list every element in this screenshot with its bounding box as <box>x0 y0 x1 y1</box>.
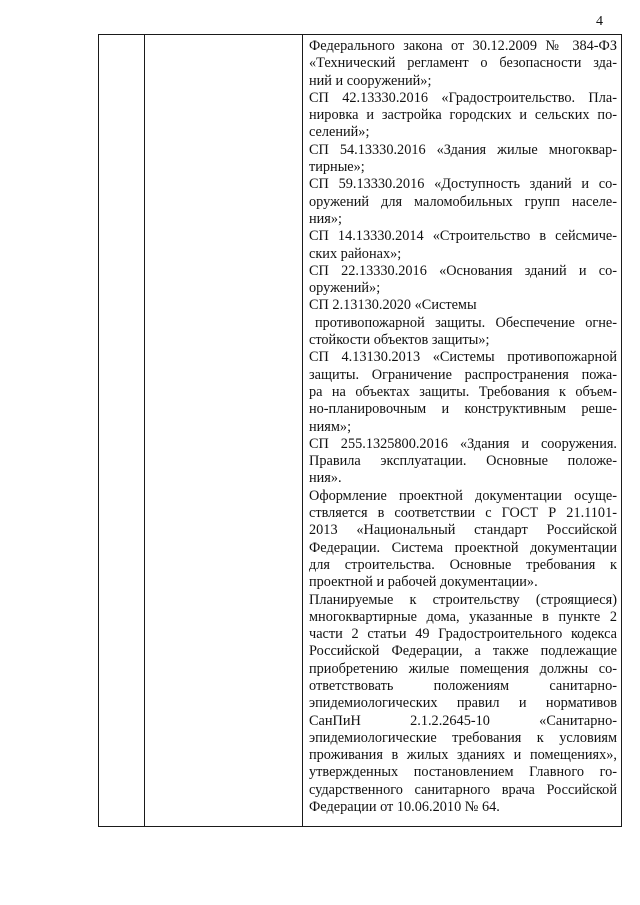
text-line: селений»; <box>309 124 370 141</box>
text-line: Планируемые к строительству (строящиеся) <box>309 591 617 608</box>
text-line: СанПиН 2.1.2.2645-10 «Санитарно- <box>309 712 617 729</box>
paragraph <box>309 436 617 488</box>
text-line: проживания в жилых зданиях и помещениях», <box>309 747 617 764</box>
text-line: ра на объектах защиты. Требования к объем- <box>309 383 617 400</box>
text-line: Правила эксплуатации. Основные положе- <box>309 453 617 470</box>
text-line: противопожарной защиты. Обеспечение огне- <box>315 314 617 331</box>
text-line: СП 54.13330.2016 «Здания жилые многоквар- <box>309 141 617 158</box>
text-line: сударственного санитарного врача Российской <box>309 781 617 798</box>
paragraph <box>309 349 617 435</box>
text-line: «Технический регламент о безопасности зда- <box>309 55 617 72</box>
text-line: Федерального закона от 30.12.2009 № 384-ФЗ <box>309 38 617 54</box>
text-line: для строительства. Основные требования к <box>309 556 617 573</box>
text-line: Федерации от 10.06.2010 № 64. <box>309 799 500 816</box>
text-line: проектной и рабочей документации». <box>309 574 538 591</box>
text-line: тирные»; <box>309 159 365 176</box>
text-line: стойкости объектов защиты»; <box>309 332 490 349</box>
text-line: защиты. Ограничение распространения пожа- <box>309 366 617 383</box>
paragraph <box>309 228 617 263</box>
column-divider-1 <box>144 35 145 826</box>
paragraph <box>309 263 617 298</box>
text-line: эпидемиологических правил и нормативов <box>309 695 617 712</box>
text-line: СП 255.1325800.2016 «Здания и сооружения. <box>309 435 617 452</box>
text-line: оружений»; <box>309 280 381 297</box>
text-line: Федерации. Система проектной документации <box>309 539 617 556</box>
page-number: 4 <box>596 14 603 29</box>
text-line: приобретению жилые помещения должны со- <box>309 660 617 677</box>
text-line: ских районах»; <box>309 245 402 262</box>
text-line: СП 59.13330.2016 «Доступность зданий и со- <box>309 176 617 193</box>
text-line: Оформление проектной документации осуще- <box>309 487 617 504</box>
paragraph <box>309 297 617 349</box>
text-line: СП 22.13330.2016 «Основания зданий и со- <box>309 262 617 279</box>
text-line: ниям»; <box>309 418 352 435</box>
text-line: части 2 статьи 49 Градостроительного кодекса <box>309 626 617 643</box>
text-line: Российской Федерации, а также подлежащие <box>309 643 617 660</box>
text-line: эпидемиологические требования к условиям <box>309 729 617 746</box>
paragraph <box>309 142 617 177</box>
paragraph <box>309 90 617 142</box>
column-divider-2 <box>302 35 303 826</box>
paragraph <box>309 176 617 228</box>
text-line: ния»; <box>309 210 342 227</box>
text-line: СП 14.13330.2014 «Строительство в сейсмиче- <box>309 228 617 245</box>
paragraph <box>309 592 617 817</box>
requirements-text-cell <box>309 38 617 816</box>
text-line: СП 4.13130.2013 «Системы противопожарной <box>309 349 617 366</box>
text-line: ответствовать положениям санитарно- <box>309 677 617 694</box>
text-line: но-планировочным и конструктивным реше- <box>309 401 617 418</box>
text-line: многоквартирные дома, указанные в пункте 2 <box>309 608 617 625</box>
text-line: оружений для маломобильных групп населе- <box>309 193 617 210</box>
text-line: ствляется в соответствии с ГОСТ Р 21.1101- <box>309 505 617 522</box>
text-line: нировка и застройка городских и сельских по- <box>309 107 617 124</box>
text-line: утвержденных постановлением Главного го- <box>309 764 617 781</box>
paragraph <box>309 488 617 592</box>
text-line: СП 42.13330.2016 «Градостроительство. Пла- <box>309 89 617 106</box>
text-line: ния». <box>309 470 342 487</box>
document-table <box>98 34 622 827</box>
text-line: ний и сооружений»; <box>309 72 432 89</box>
paragraph <box>309 38 617 90</box>
text-line: 2013 «Национальный стандарт Российской <box>309 522 617 539</box>
text-line: СП 2.13130.2020 «Системы <box>309 297 477 314</box>
